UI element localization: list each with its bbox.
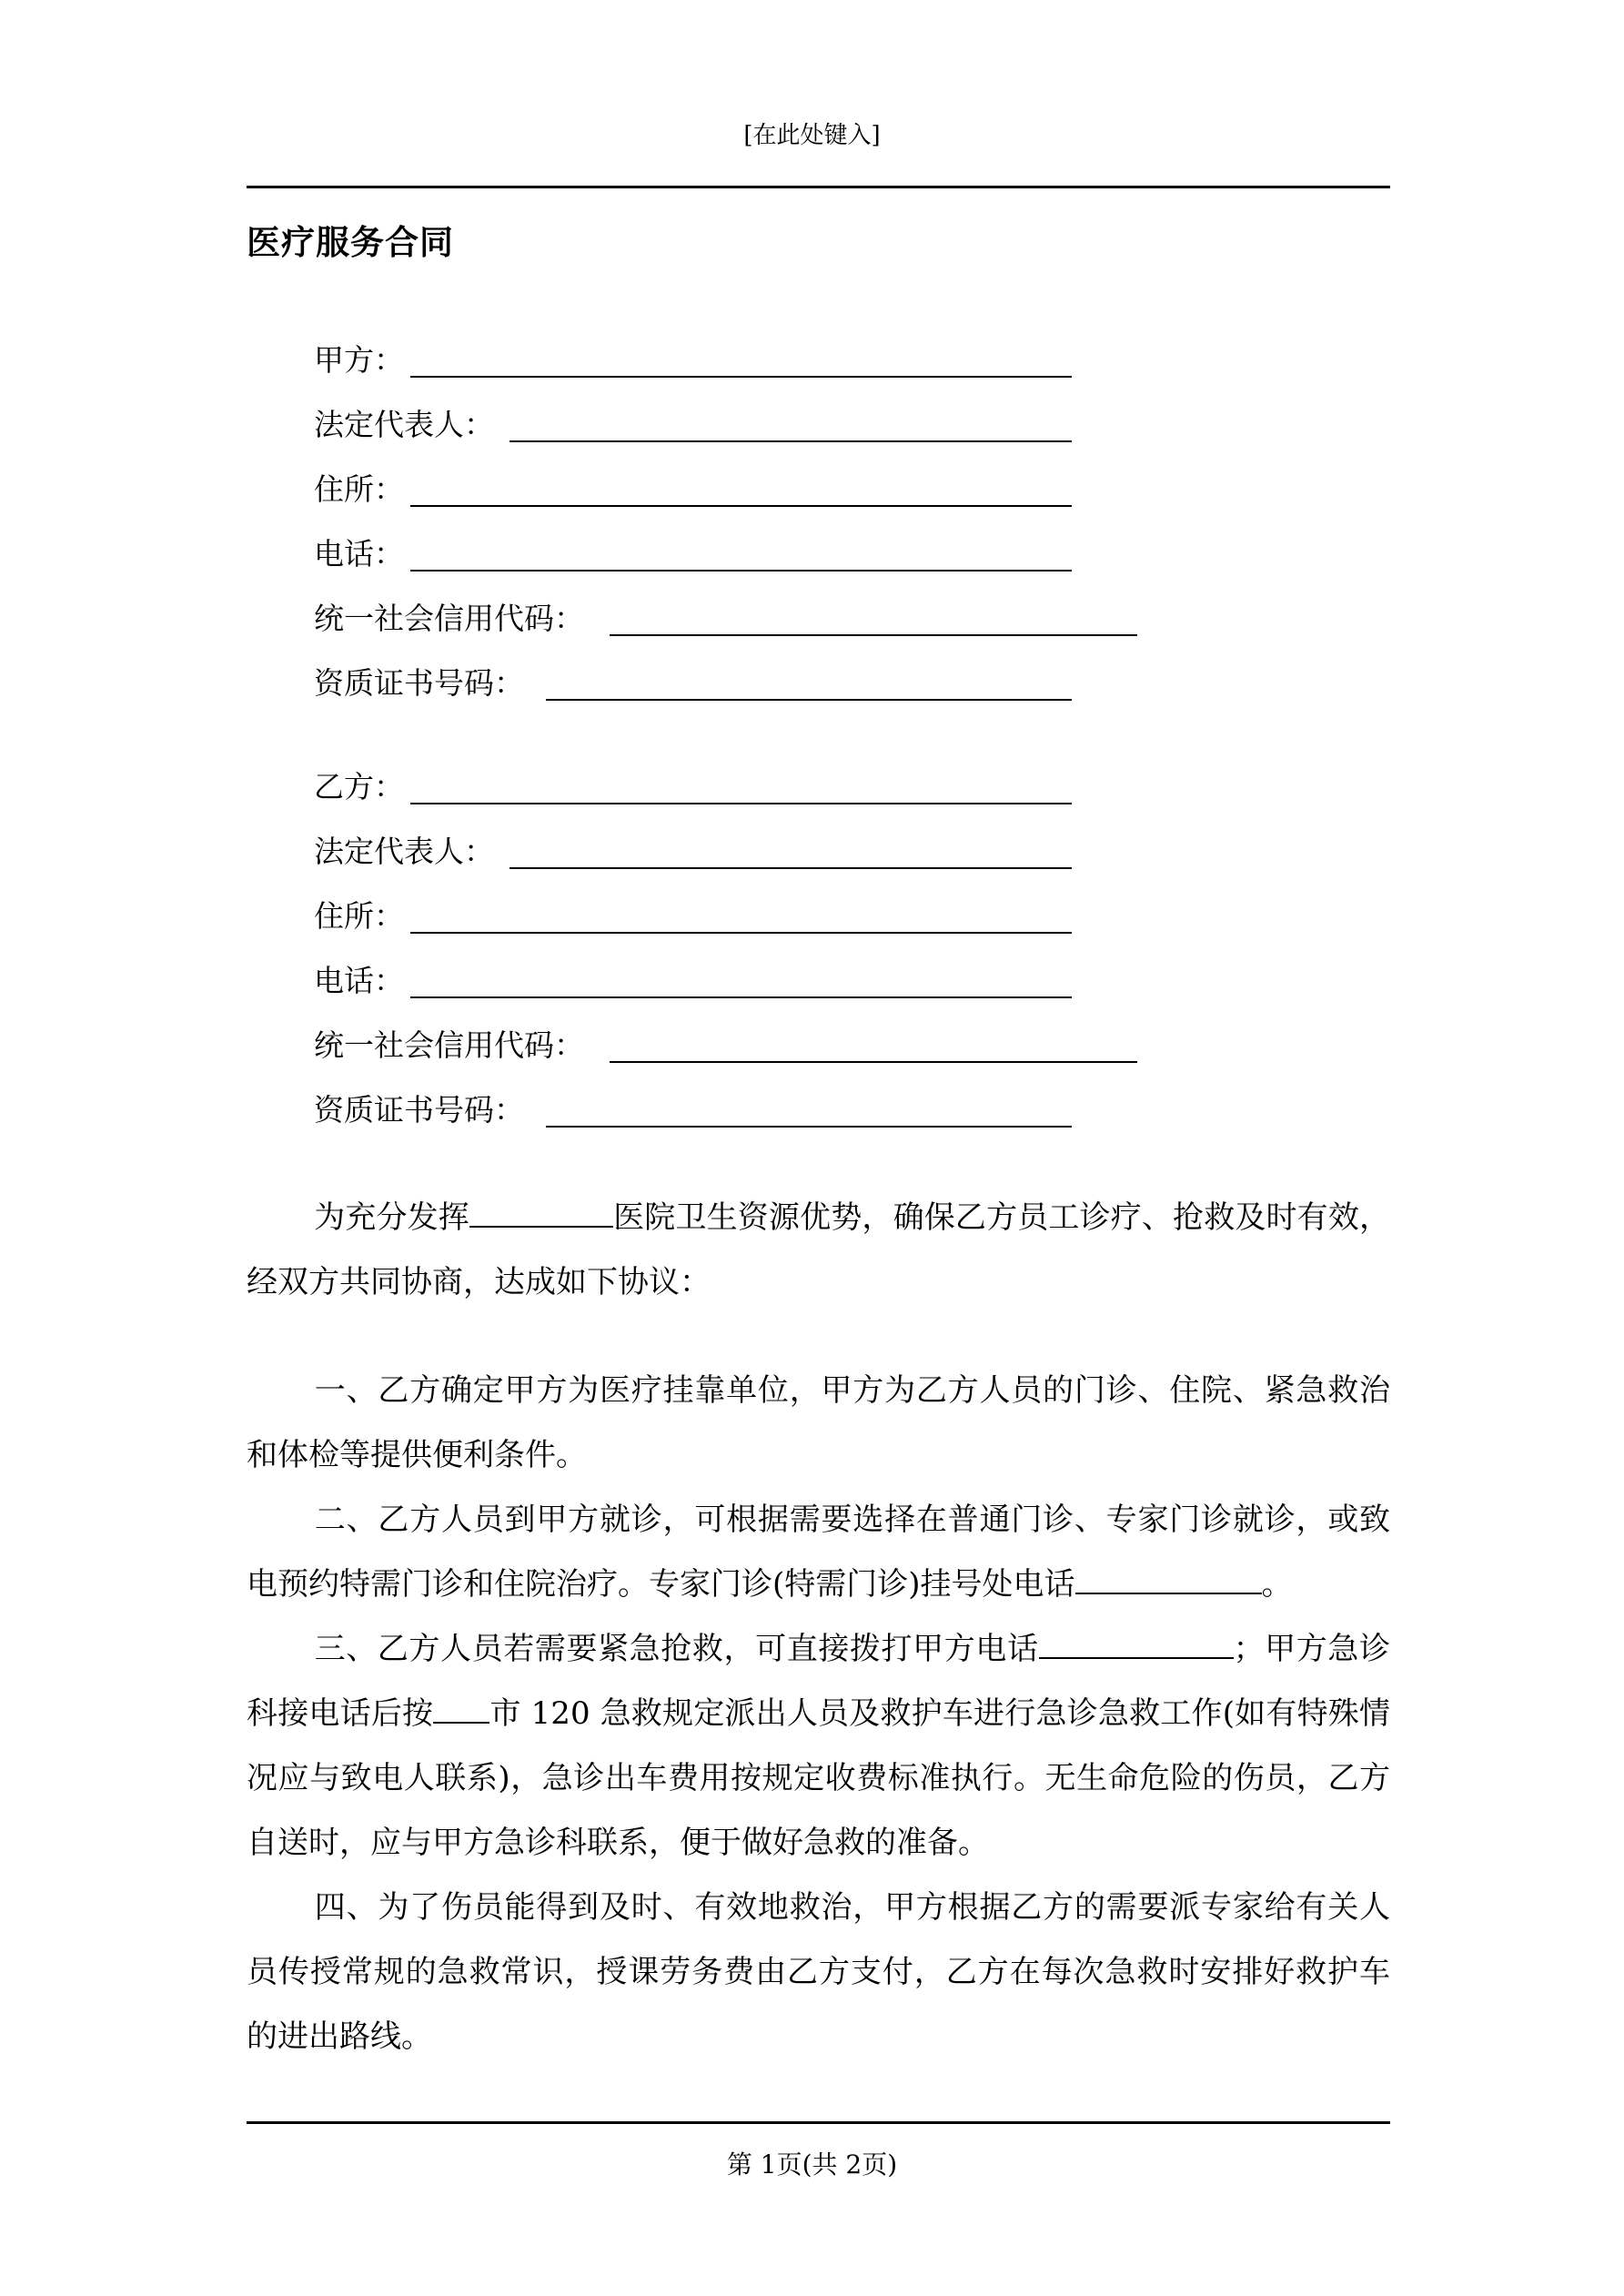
field-label: 甲方： <box>314 342 404 378</box>
party-b-block <box>314 754 584 1142</box>
fill-in-line[interactable] <box>410 996 1072 998</box>
clause-1 <box>247 1359 1390 1488</box>
party-a-phone-row <box>314 521 584 586</box>
fill-in-line[interactable] <box>509 867 1072 869</box>
page-header: [在此处键入] <box>743 122 881 149</box>
field-label: 统一社会信用代码： <box>314 1027 584 1063</box>
clause-2 <box>247 1488 1390 1617</box>
party-b-license-row <box>314 1077 584 1142</box>
specialist-phone-blank[interactable] <box>1075 1565 1262 1594</box>
fill-in-line[interactable] <box>509 440 1072 442</box>
field-label: 法定代表人： <box>314 834 494 869</box>
fill-in-line[interactable] <box>410 803 1072 804</box>
city-blank[interactable] <box>433 1694 489 1724</box>
clause-2-text: 二、乙方人员到甲方就诊，可根据需要选择在普通门诊、专家门诊就诊，或致电预约特需门诊和住院治疗。专家门诊(特需门诊)挂号处电话 <box>247 1502 1390 1603</box>
fill-in-line[interactable] <box>546 1126 1072 1128</box>
document-title: 医疗服务合同 <box>247 222 454 262</box>
party-b-credit-code-row <box>314 1013 584 1077</box>
fill-in-line[interactable] <box>610 634 1137 636</box>
party-a-address-row <box>314 457 584 521</box>
party-a-credit-code-row <box>314 586 584 651</box>
footer-divider <box>247 2121 1390 2124</box>
party-b-legal-rep-row <box>314 819 584 884</box>
intro-text-1: 为充分发挥 <box>314 1199 469 1236</box>
field-label: 住所： <box>314 898 404 934</box>
field-label: 资质证书号码： <box>314 1092 524 1128</box>
party-b-address-row <box>314 884 584 948</box>
clause-3-text-1: 三、乙方人员若需要紧急抢救，可直接拨打甲方电话 <box>314 1631 1039 1667</box>
party-a-license-row <box>314 651 584 715</box>
intro-text-2: 医院卫生资源优势，确保乙方员工诊疗、抢救及时有效，经双方共同协商，达成如下协议： <box>247 1199 1390 1300</box>
field-label: 电话： <box>314 536 404 571</box>
fill-in-line[interactable] <box>546 699 1072 701</box>
clause-3 <box>247 1617 1390 1876</box>
header-divider <box>247 186 1390 188</box>
clause-4 <box>247 1876 1390 2069</box>
fill-in-line[interactable] <box>410 505 1072 507</box>
party-b-name-row <box>314 754 584 819</box>
clause-2-end: 。 <box>1261 1566 1293 1603</box>
emergency-phone-blank[interactable] <box>1039 1630 1234 1659</box>
intro-paragraph <box>247 1186 1390 1315</box>
fill-in-line[interactable] <box>410 932 1072 934</box>
field-label: 法定代表人： <box>314 407 494 442</box>
party-a-block <box>314 328 584 715</box>
clause-3-text-3: 市 120 急救规定派出人员及救护车进行急诊急救工作(如有特殊情况应与致电人联系)，急诊出车费用按规定收费标准执行。无生命危险的伤员，乙方自送时，应与甲方急诊科联系，便于做好急救的准备。 <box>247 1695 1391 1861</box>
party-a-legal-rep-row <box>314 392 584 457</box>
party-a-name-row <box>314 328 584 392</box>
fill-in-line[interactable] <box>410 570 1072 571</box>
fill-in-line[interactable] <box>610 1061 1137 1063</box>
field-label: 资质证书号码： <box>314 665 524 701</box>
clause-4-text: 四、为了伤员能得到及时、有效地救治，甲方根据乙方的需要派专家给有关人员传授常规的急救常识，授课劳务费由乙方支付，乙方在每次急救时安排好救护车的进出路线。 <box>247 1889 1390 2055</box>
hospital-blank[interactable] <box>469 1199 613 1228</box>
field-label: 电话： <box>314 963 404 998</box>
page-number: 第 1页(共 2页) <box>726 2149 898 2180</box>
field-label: 统一社会信用代码： <box>314 601 584 636</box>
field-label: 住所： <box>314 471 404 507</box>
party-b-phone-row <box>314 948 584 1013</box>
fill-in-line[interactable] <box>410 376 1072 378</box>
clause-3-text-2: ；甲方急诊科接电话后按 <box>247 1631 1391 1732</box>
field-label: 乙方： <box>314 769 404 804</box>
clause-1-text: 一、乙方确定甲方为医疗挂靠单位，甲方为乙方人员的门诊、住院、紧急救治和体检等提供便利条件。 <box>247 1372 1390 1473</box>
